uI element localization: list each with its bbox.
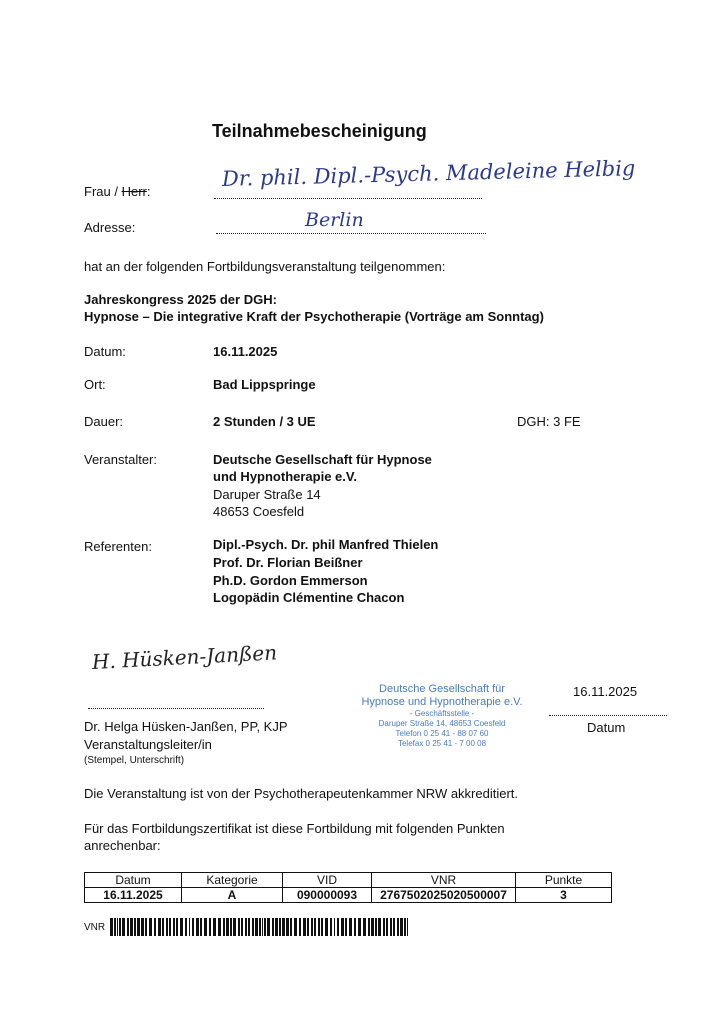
stamp-line-1: Deutsche Gesellschaft für (379, 683, 505, 695)
speaker-1: Dipl.-Psych. Dr. phil Manfred Thielen (213, 537, 439, 552)
organizer-line-2: und Hypnotherapie e.V. (213, 469, 357, 484)
participant-name-handwritten: Dr. phil. Dipl.-Psych. Madeleine Helbig (221, 156, 636, 191)
stamp-line-3: - Geschäftsstelle - (409, 709, 475, 718)
event-line-2: Hypnose – Die integrative Kraft der Psychotherapie (Vorträge am Sonntag) (84, 309, 544, 324)
signer-role: Veranstaltungsleiter/in (84, 737, 212, 752)
dgh-fe: DGH: 3 FE (517, 414, 581, 429)
cell-kategorie: A (182, 888, 283, 903)
salutation-label (84, 184, 150, 199)
points-table-row (85, 888, 612, 903)
stamp-line-2: Hypnose und Hypnotherapie e.V. (361, 696, 523, 708)
place-value: Bad Lippspringe (213, 377, 316, 392)
header-vid: VID (283, 873, 372, 888)
stamp-line-4: Daruper Straße 14, 48653 Coesfeld (378, 719, 506, 728)
date-block-line (549, 715, 667, 716)
stamp-line-5: Telefon 0 25 41 - 88 07 60 (395, 729, 489, 738)
header-punkte: Punkte (516, 873, 612, 888)
page-title: Teilnahmebescheinigung (212, 121, 427, 141)
duration-value: 2 Stunden / 3 UE (213, 414, 316, 429)
date-label: Datum: (84, 344, 126, 359)
signer-name: Dr. Helga Hüsken-Janßen, PP, KJP (84, 719, 288, 734)
place-label: Ort: (84, 377, 106, 392)
stamp-line-6: Telefax 0 25 41 - 7 00 08 (397, 739, 487, 748)
event-line-1: Jahreskongress 2025 der DGH: (84, 292, 277, 307)
organizer-line-4: 48653 Coesfeld (213, 504, 305, 519)
speaker-3: Ph.D. Gordon Emmerson (213, 573, 368, 588)
organizer-line-3: Daruper Straße 14 (213, 487, 321, 502)
name-line (214, 198, 482, 199)
accreditation-text: Die Veranstaltung ist von der Psychotherapeutenkammer NRW akkreditiert. (84, 786, 519, 801)
points-table (84, 872, 612, 903)
barcode-label: VNR (84, 922, 106, 933)
signature-line (88, 708, 264, 709)
salutation-prefix: Frau / (84, 184, 122, 199)
salutation-struck: Herr (121, 184, 147, 199)
address-label: Adresse: (84, 220, 136, 235)
vnr-barcode-icon (110, 918, 410, 936)
speaker-2: Prof. Dr. Florian Beißner (213, 555, 363, 570)
speaker-4: Logopädin Clémentine Chacon (213, 590, 405, 605)
cell-datum: 16.11.2025 (85, 888, 182, 903)
organizer-label: Veranstalter: (84, 452, 157, 467)
points-intro-line-2: anrechenbar: (84, 838, 161, 853)
cell-vid: 090000093 (283, 888, 372, 903)
date-block-label: Datum (587, 720, 626, 735)
address-line (216, 233, 486, 234)
intro-text: hat an der folgenden Fortbildungsveranstaltung teilgenommen: (84, 259, 446, 274)
points-table-header (85, 873, 612, 888)
cell-vnr: 2767502025020500007 (372, 888, 516, 903)
signature-handwritten: H. Hüsken-Janßen (91, 640, 278, 674)
header-datum: Datum (85, 873, 182, 888)
points-intro-line-1: Für das Fortbildungszertifikat ist diese Fortbildung mit folgenden Punkten (84, 821, 505, 836)
duration-label: Dauer: (84, 414, 124, 429)
header-kategorie: Kategorie (182, 873, 283, 888)
organizer-line-1: Deutsche Gesellschaft für Hypnose (213, 452, 432, 467)
salutation-suffix: : (146, 184, 151, 199)
speakers-label: Referenten: (84, 539, 152, 554)
cell-punkte: 3 (516, 888, 612, 903)
date-block-value: 16.11.2025 (573, 684, 638, 699)
date-value: 16.11.2025 (213, 344, 278, 359)
signature-note: (Stempel, Unterschrift) (84, 755, 185, 766)
organizer-stamp (342, 683, 542, 749)
header-vnr: VNR (372, 873, 516, 888)
address-handwritten: Berlin (305, 209, 364, 231)
